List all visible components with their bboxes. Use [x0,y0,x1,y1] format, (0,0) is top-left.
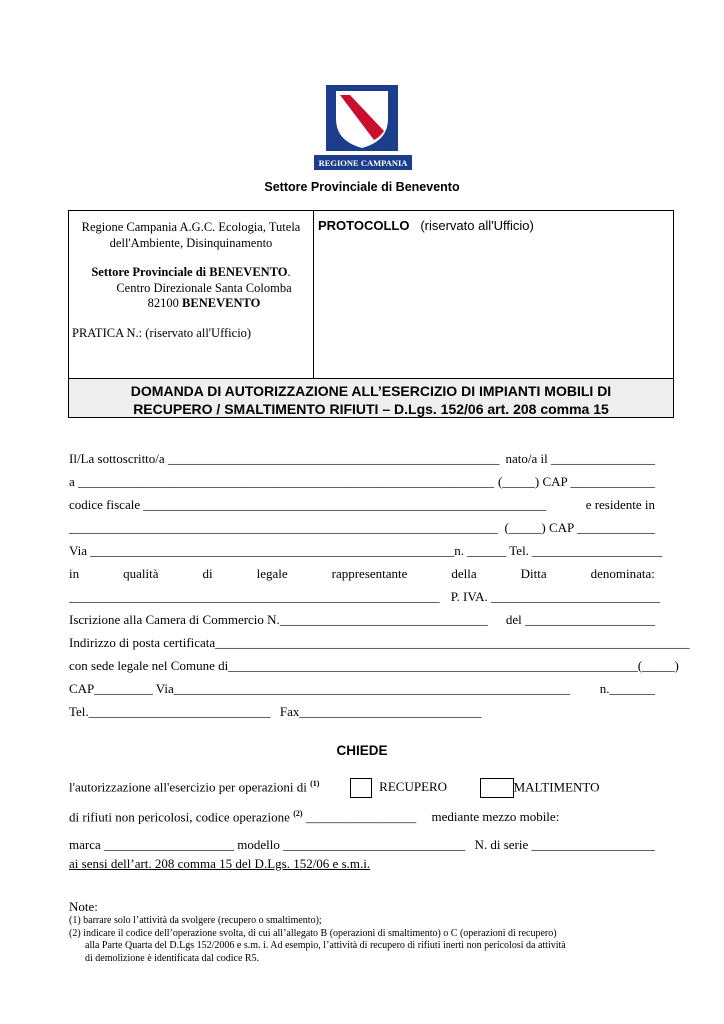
note-ref-2: (2) [293,809,303,818]
agc-line-1: Regione Campania A.G.C. Ecologia, Tutela [81,220,301,234]
role-row [69,566,655,582]
tax-code-row [69,497,655,513]
legal-seat-row [69,658,679,674]
protocol-cell [314,211,673,378]
smaltimento-checkbox[interactable] [480,778,514,798]
vat-field[interactable]: P. IVA. __________________________ [450,589,660,604]
pec-field[interactable]: Indirizzo di posta certificata_________________________________________________________________________ [69,635,690,650]
note-1: (1) barrare solo l’attività da svolgere (recupero o smaltimento); [69,915,322,926]
form-title-line-2: RECUPERO / SMALTIMENTO RIFIUTI – D.Lgs. 152/06 art. 208 comma 15 [133,401,609,417]
regione-campania-logo [314,85,412,177]
role-word: Ditta [520,566,547,581]
residence-province-cap-field[interactable]: (_____) CAP ____________ [504,520,655,535]
seat-address-row [69,681,655,697]
address-line-1: Centro Direzionale Santa Colomba [116,280,292,295]
recupero-label: RECUPERO [379,779,448,795]
tax-code-field[interactable]: codice fiscale ______________________________________________________________ [69,497,547,512]
practice-number: PRATICA N.: (riservato all'Ufficio) [72,325,252,340]
birth-place-field[interactable]: a ________________________________________________________________ [69,474,495,489]
residence-label: e residente in [585,497,655,512]
operation-text: l'autorizzazione all'esercizio per operazioni di [69,779,311,795]
form-title [69,378,673,417]
protocol-note: (riservato all'Ufficio) [420,218,534,233]
operation-code-row [69,806,655,825]
role-word: qualità [123,566,159,581]
postcode: 82100 [147,296,183,310]
chamber-number-field[interactable]: Iscrizione alla Camera di Commercio N.________________________________ [69,612,488,627]
office-name: Settore Provinciale di BENEVENTO [91,265,288,279]
protocol-label: PROTOCOLLO [318,218,410,233]
operation-code-text: di rifiuti non pericolosi, codice operazione [69,809,294,825]
brand-model-field[interactable]: marca ____________________ modello ____________________________ [69,837,466,852]
birth-date-field[interactable]: nato/a il ________________ [505,451,655,466]
chamber-row [69,612,655,628]
role-word: di [202,566,213,581]
recupero-checkbox[interactable] [350,778,372,798]
smaltimento-label: MALTIMENTO [513,779,600,795]
residence-field[interactable]: __________________________________________________________________ [69,520,498,535]
pec-row [69,635,690,651]
birth-province-cap-field[interactable]: (_____) CAP _____________ [498,474,655,489]
seat-cap-street-field[interactable]: CAP_________ Via_____________________________________________________________ [69,681,571,696]
office-suffix: . [287,265,291,279]
chiede-heading: CHIEDE [336,743,388,758]
street-row [69,543,663,559]
chamber-date-field[interactable]: del ____________________ [505,612,655,627]
residence-row [69,520,655,536]
notes-title: Note: [69,899,98,914]
applicant-name-field[interactable]: Il/La sottoscritto/a ___________________________________________________ [69,451,500,466]
company-row [69,589,660,605]
role-word: rappresentante [331,566,408,581]
phone-field[interactable]: Tel.____________________________ [69,704,271,719]
note-2-line-1: (2) indicare il codice dell’operazione svolta, di cui all’allegato B (operazioni di smaltimento) o C (operazioni di recupero) [69,927,557,939]
role-word: legale [256,566,288,581]
notes [69,899,669,965]
address-line-2 [69,296,313,312]
note-ref-1: (1) [310,779,320,788]
office-cell [69,211,314,378]
seat-number-field[interactable]: n._______ [599,681,655,696]
birth-place-row [69,474,655,490]
company-name-field[interactable]: _________________________________________________________ [69,589,440,604]
serial-field[interactable]: N. di serie ___________________ [474,837,655,852]
role-word: della [451,566,477,581]
role-word: in [69,566,80,581]
form-title-line-1: DOMANDA DI AUTORIZZAZIONE ALL’ESERCIZIO DI IMPIANTI MOBILI DI [130,383,612,399]
city: BENEVENTO [182,296,261,310]
role-word: denominata: [590,566,655,581]
street-field[interactable]: Via ________________________________________________________ [69,543,455,558]
sector-title: Settore Provinciale di Benevento [264,180,460,194]
office-name-line [69,265,313,281]
header-box [68,210,674,418]
number-phone-field[interactable]: n. ______ Tel. ____________________ [454,543,663,558]
operation-row [69,774,655,798]
note-2-line-2: alla Parte Quarta del D.Lgs 152/2006 e s.m. i. Ad esempio, l’attività di recupero di rifiuti inerti non pericolosi da attività [85,940,566,951]
legal-seat-field[interactable]: con sede legale nel Comune di_______________________________________________________________ [69,658,638,673]
operation-code-field[interactable]: _________________ [302,809,417,825]
vehicle-row [69,837,655,853]
logo-text: REGIONE CAMPANIA [318,158,408,168]
legal-reference-row [69,856,655,872]
note-2-line-3: di demolizione è identificata dal codice R5. [85,952,260,964]
contacts-row [69,704,655,720]
fax-field[interactable]: Fax____________________________ [279,704,482,719]
legal-reference: ai sensi dell’art. 208 comma 15 del D.Lgs. 152/06 e s.m.i. [69,856,371,871]
agc-line-2: dell'Ambiente, Disinquinamento [109,235,273,250]
mobile-means-text: mediante mezzo mobile: [431,809,560,825]
applicant-name-row [69,451,655,467]
legal-seat-province-field[interactable]: (_____) [637,658,679,673]
